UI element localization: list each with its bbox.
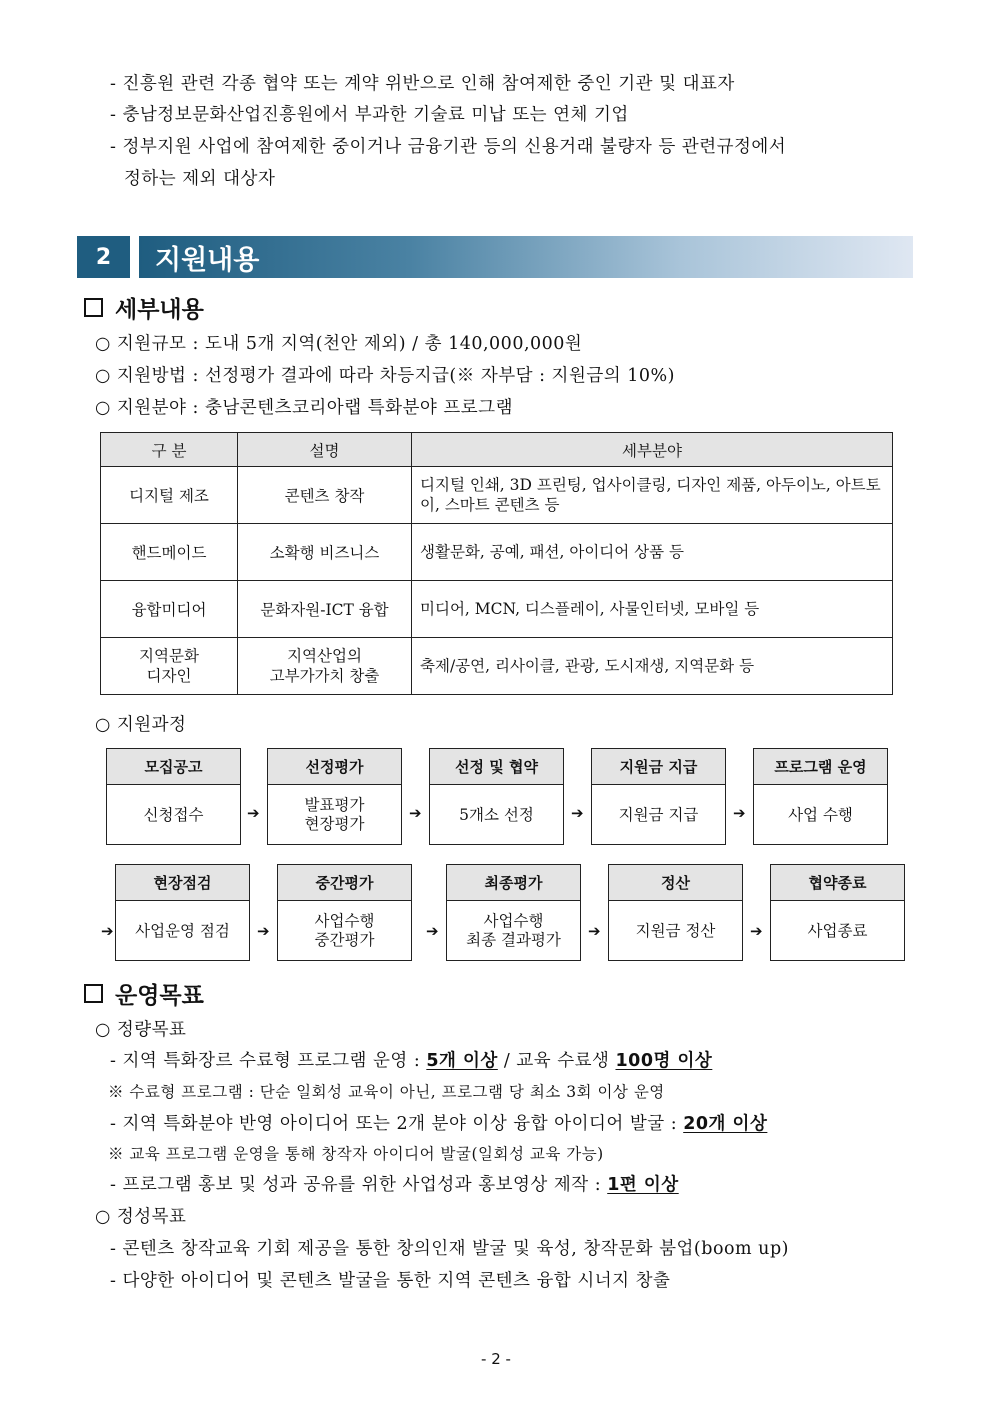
process-step-body: 사업수행 최종 결과평가 [466,912,561,949]
process-step [608,864,743,961]
quant-goal-3-value: 1편 이상 [607,1175,679,1195]
process-step [446,864,581,961]
table-header: 설명 [238,433,412,467]
goals-heading [84,977,204,1010]
process-step-body: 5개소 선정 [459,805,534,824]
section-number: 2 [77,236,130,278]
checkbox-square-icon [84,298,103,317]
arrow-right-icon: ➔ [733,804,746,822]
page-number: - 2 - [481,1350,511,1368]
qual-goal-1: - 콘텐츠 창작교육 기회 제공을 통한 창의인재 발굴 및 육성, 창작문화 붐업(boom up) [110,1239,789,1259]
arrow-right-icon: ➔ [571,804,584,822]
table-cell: 디지털 인쇄, 3D 프린팅, 업사이클링, 디자인 제품, 아두이노, 아트토이, 스마트 콘텐츠 등 [412,467,893,524]
process-step-title: 중간평가 [278,865,411,901]
process-step-body: 사업수행 중간평가 [314,912,375,949]
process-step-body: 사업운영 점검 [135,921,230,940]
process-step [115,864,250,961]
process-step [277,864,412,961]
process-step [591,748,726,845]
quant-goal-1-mid: / 교육 수료생 [497,1051,616,1071]
table-row [101,638,893,695]
quant-goal-3-prefix: - 프로그램 홍보 및 성과 공유를 위한 사업성과 홍보영상 제작 : [110,1175,608,1195]
quant-goal-1 [110,1047,712,1072]
quant-goal-3 [110,1171,679,1196]
process-step [106,748,241,845]
quant-goal-1-value2: 100명 이상 [615,1051,713,1071]
arrow-right-icon: ➔ [750,922,763,940]
details-item-3: ○ 지원분야 : 충남콘텐츠코리아랩 특화분야 프로그램 [95,398,513,418]
arrow-right-icon: ➔ [101,922,114,940]
process-step-body: 발표평가 현장평가 [304,796,365,833]
process-step [429,748,564,845]
table-row [101,581,893,638]
table-cell: 생활문화, 공예, 패션, 아이디어 상품 등 [412,524,893,581]
process-step-body: 사업종료 [807,921,868,940]
process-step-title: 모집공고 [107,749,240,785]
qual-goal-2: - 다양한 아이디어 및 콘텐츠 발굴을 통한 지역 콘텐츠 융합 시너지 창출 [110,1271,671,1291]
arrow-right-icon: ➔ [409,804,422,822]
process-step-body: 신청접수 [143,805,204,824]
table-cell: 콘텐츠 창작 [238,467,412,524]
arrow-right-icon: ➔ [426,922,439,940]
process-step-title: 현장점검 [116,865,249,901]
intro-item-3: - 정부지원 사업에 참여제한 중이거나 금융기관 등의 신용거래 불량자 등 관련규정에서 [110,137,787,157]
note-1: ※ 수료형 프로그램 : 단순 일회성 교육이 아닌, 프로그램 당 최소 3회 이상 운영 [108,1083,665,1101]
table-cell: 문화자원-ICT 융합 [238,581,412,638]
goals-heading-text: 운영목표 [115,983,204,1009]
details-heading-text: 세부내용 [115,297,204,323]
details-heading [84,291,204,324]
process-step-title: 선정 및 협약 [430,749,563,785]
process-step-title: 최종평가 [447,865,580,901]
process-step-body: 지원금 정산 [635,921,716,940]
table-cell: 지역산업의 고부가가치 창출 [238,638,412,695]
table-cell: 디지털 제조 [101,467,238,524]
process-step-title: 지원금 지급 [592,749,725,785]
details-item-2: ○ 지원방법 : 선정평가 결과에 따라 차등지급(※ 자부담 : 지원금의 10%) [95,366,675,386]
process-step [770,864,905,961]
table-row [101,467,893,524]
process-step-body: 사업 수행 [788,805,853,824]
table-cell: 핸드메이드 [101,524,238,581]
table-header: 세부분야 [412,433,893,467]
intro-item-3-cont: 정하는 제외 대상자 [124,169,276,189]
process-step [753,748,888,845]
table-row [101,524,893,581]
checkbox-square-icon [84,984,103,1003]
table-cell: 축제/공연, 리사이클, 관광, 도시재생, 지역문화 등 [412,638,893,695]
table-cell: 융합미디어 [101,581,238,638]
quant-label: ○ 정량목표 [95,1020,187,1040]
details-item-1: ○ 지원규모 : 도내 5개 지역(천안 제외) / 총 140,000,000원 [95,334,583,354]
process-step-body: 지원금 지급 [618,805,699,824]
table-cell: 지역문화 디자인 [101,638,238,695]
quant-goal-2 [110,1110,767,1135]
arrow-right-icon: ➔ [247,804,260,822]
quant-goal-2-prefix: - 지역 특화분야 반영 아이디어 또는 2개 분야 이상 융합 아이디어 발굴 : [110,1114,684,1134]
qual-label: ○ 정성목표 [95,1207,187,1227]
table-cell: 소확행 비즈니스 [238,524,412,581]
arrow-right-icon: ➔ [257,922,270,940]
intro-item-2: - 충남정보문화산업진흥원에서 부과한 기술료 미납 또는 연체 기업 [110,105,629,125]
process-step-title: 정산 [609,865,742,901]
process-step-title: 협약종료 [771,865,904,901]
process-step-title: 프로그램 운영 [754,749,887,785]
intro-item-1: - 진흥원 관련 각종 협약 또는 계약 위반으로 인해 참여제한 중인 기관 및 대표자 [110,74,735,94]
arrow-right-icon: ➔ [588,922,601,940]
quant-goal-2-value: 20개 이상 [683,1114,768,1134]
table-cell: 미디어, MCN, 디스플레이, 사물인터넷, 모바일 등 [412,581,893,638]
note-2: ※ 교육 프로그램 운영을 통해 창작자 아이디어 발굴(일회성 교육 가능) [108,1145,604,1163]
quant-goal-1-value: 5개 이상 [426,1051,498,1071]
process-label: ○ 지원과정 [95,715,187,735]
process-step [267,748,402,845]
process-step-title: 선정평가 [268,749,401,785]
quant-goal-1-prefix: - 지역 특화장르 수료형 프로그램 운영 : [110,1051,427,1071]
section-title: 지원내용 [139,236,913,278]
fields-table [100,432,893,695]
table-header: 구 분 [101,433,238,467]
